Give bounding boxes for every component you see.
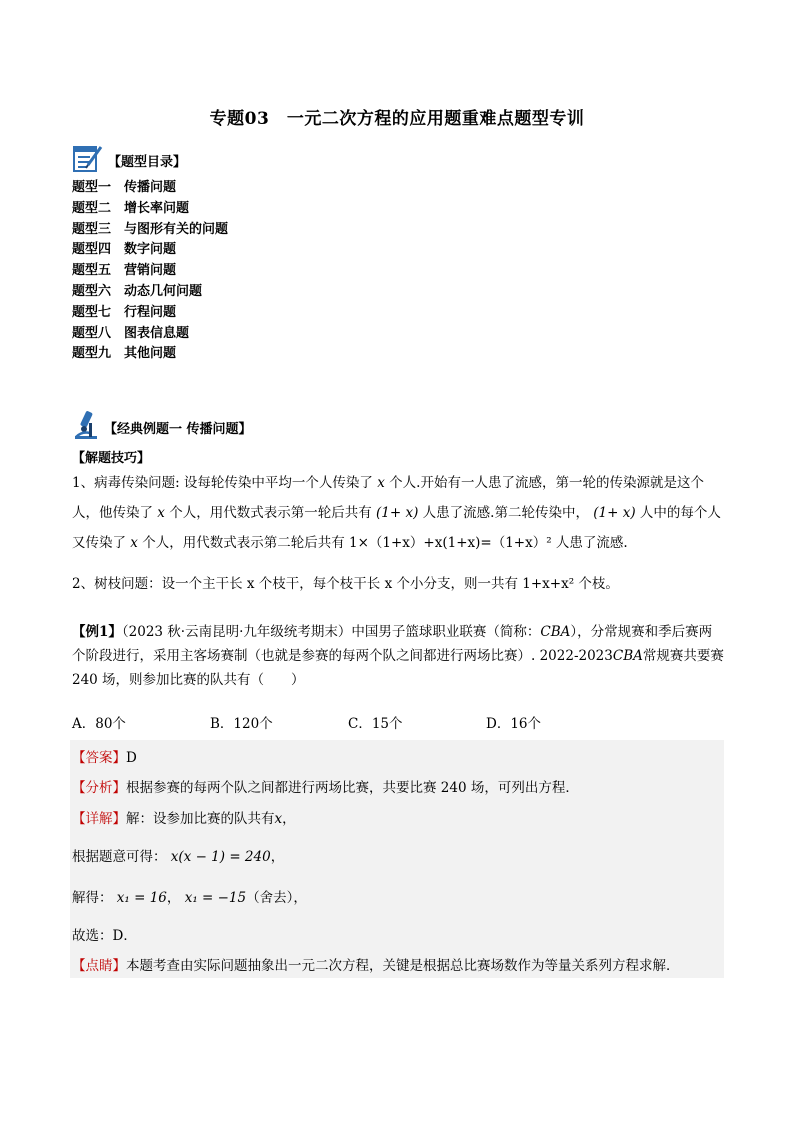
toc-item: 题型二 增长率问题 <box>72 200 190 216</box>
answer-tag: 【答案】 <box>72 750 126 766</box>
choice-line: 故选：D． <box>72 928 137 944</box>
comment-line: 【点睛】本题考查由实际问题抽象出一元二次方程，关键是根据总比赛场数作为等量关系列方程求解． <box>72 958 680 974</box>
page-title: 专题03 一元二次方程的应用题重难点题型专训 <box>209 109 585 129</box>
toc-item: 题型八 图表信息题 <box>72 325 190 341</box>
option-c: C．15个 <box>348 716 403 732</box>
notepad-pen-icon <box>72 143 104 177</box>
equation-line: 根据题意可得： x(x − 1) = 240， <box>72 849 285 865</box>
option-d: D．16个 <box>486 716 542 732</box>
toc-item: 题型一 传播问题 <box>72 180 177 195</box>
detail-line: 【详解】解：设参加比赛的队共有x， <box>72 811 296 827</box>
solve-line: 解得： x₁ = 16， x₁ = −15（舍去）， <box>72 890 307 906</box>
toc-list <box>72 178 228 365</box>
example-section-label: 【经典例题一 传播问题】 <box>104 421 252 437</box>
tip-branch-paragraph: 2、树枝问题：设一个主干长 x 个枝干，每个枝干长 x 个小分支，则一共有 1+x+x² 个枝。 <box>72 576 619 592</box>
comment-tag: 【点睛】 <box>72 958 126 974</box>
root-1: x₁ = 16 <box>116 890 167 906</box>
toc-item: 题型九 其他问题 <box>72 346 177 362</box>
example1-tag: 【例1】 <box>72 624 122 640</box>
analysis-line: 【分析】根据参赛的每两个队之间都进行两场比赛，共要比赛 240 场，可列出方程． <box>72 780 579 796</box>
toc-item: 题型五 营销问题 <box>72 263 177 279</box>
analysis-tag: 【分析】 <box>72 780 126 796</box>
detail-tag: 【详解】 <box>72 811 126 827</box>
microscope-icon <box>72 409 102 445</box>
example1-options <box>72 712 724 736</box>
equation: x(x − 1) = 240 <box>170 849 271 865</box>
toc-heading <box>72 144 186 176</box>
option-b: B．120个 <box>210 716 273 732</box>
toc-heading-label: 【题型目录】 <box>108 154 187 170</box>
tips-label: 【解题技巧】 <box>72 451 151 466</box>
toc-item: 题型四 数字问题 <box>72 242 177 258</box>
example-section-heading <box>72 410 252 444</box>
root-2: x₁ = −15 <box>184 890 247 906</box>
toc-item: 题型七 行程问题 <box>72 304 177 320</box>
option-a: A．80个 <box>72 716 126 732</box>
example1-question: 【例1】（2023 秋·云南昆明·九年级统考期末）中国男子篮球职业联赛（简称：CBA），分常规赛和季后赛两个阶段进行，采用主客场赛制（也就是参赛的每两个队之间都进行两场比赛）. 2022-2023CBA常规赛共要赛 240 场，则参加比赛的队共有（ ） <box>72 624 724 688</box>
toc-item: 题型六 动态几何问题 <box>72 283 203 299</box>
tip-virus-paragraph: 1、病毒传染问题: 设每轮传染中平均一个人传染了 x 个人.开始有一人患了流感，第一轮的传染源就是这个人，他传染了 x 个人，用代数式表示第一轮后共有 (1+ x) 人患了流感.第二轮传染中， (1+ x) 人中的每个人又传染了 x 个人，用代数式表示第二轮后共有 1×（1+x）+x(1+x)=（1+x）² 人患了流感. <box>72 475 721 551</box>
answer-line: 【答案】D <box>72 750 137 766</box>
toc-item: 题型三 与图形有关的问题 <box>72 221 229 237</box>
